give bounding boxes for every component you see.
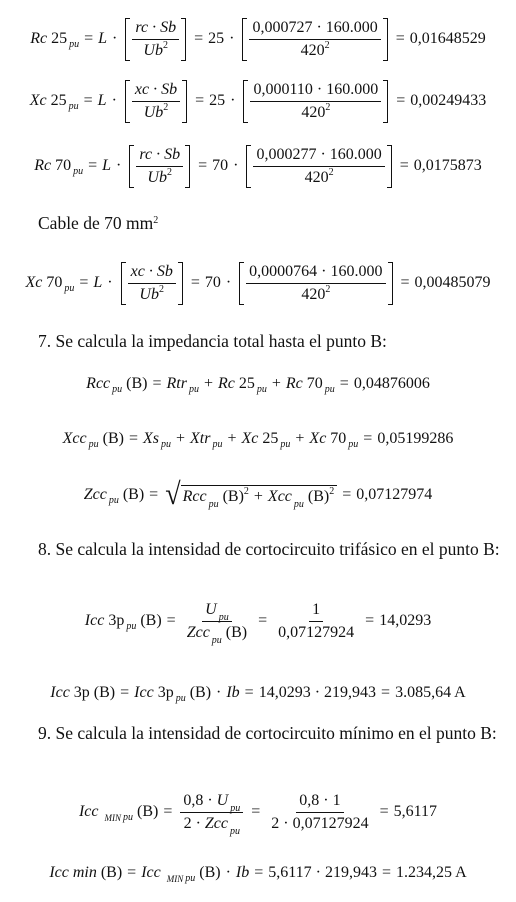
eq-result: 14,0293 [379, 612, 432, 629]
equation-rcc: Rcc pu (B) = Rtr pu + Rc 25 pu + Rc 70 pu = 0,04876006 [86, 375, 430, 395]
length-symbol: L [102, 157, 112, 174]
term-num: 70 [306, 375, 323, 392]
frac-num: rc · Sb [132, 20, 179, 40]
eq-arg: (B) [93, 684, 116, 701]
eq-lhs: Icc [50, 684, 70, 701]
frac-den: Ub [143, 41, 163, 59]
equation-xcc: Xcc pu (B) = Xs pu + Xtr pu + Xc 25 pu + Xc 70 pu = 0,05199286 [62, 430, 454, 450]
pu-subscript: pu [230, 825, 240, 837]
pu-subscript: pu [112, 384, 123, 395]
eq-result: 5,6117 [393, 803, 438, 820]
eq-arg: (B) [222, 488, 244, 505]
frac-coef: 0,8 · [183, 791, 213, 809]
value-den: 420 [304, 168, 329, 186]
equation-icc-min: Icc MIN pu (B) = $\frac{0,8 \cdot U _{pu}}{2 \cdot Zcc _{pu}}$ = $\frac{0,8 \cdot 1}{2 \cdot 0,07127924}$ = 5,6117 [78, 791, 438, 837]
min-subscript: MIN [166, 873, 184, 884]
pu-subscript: pu [211, 634, 222, 646]
pu-subscript: pu [69, 39, 80, 50]
eq-arg: (B) [136, 803, 159, 820]
pu-subscript: pu [68, 101, 79, 112]
pu-subscript: pu [348, 439, 359, 450]
eq-result: 0,07127974 [356, 486, 433, 503]
equation-rc70: Rc 70 pu = L · $\frac{rc \cdot Sb}{Ub^2}$ = 70 · $\frac{0,000277 \cdot 160.000}{420^2}$ = 0,0175873 [34, 145, 482, 186]
term-num: 25 [262, 430, 279, 447]
eq-lhs-num: 25 [51, 30, 68, 47]
pu-subscript: pu [293, 499, 304, 510]
term: Rtr [166, 375, 187, 392]
eq-result: 0,00249433 [410, 92, 487, 109]
frac-num: xc · Sb [128, 264, 176, 284]
eq-lhs: Icc [78, 803, 99, 820]
eq-result: 0,00485079 [414, 274, 491, 291]
eq-result: 0,01648529 [409, 30, 486, 47]
value-num: 1 [309, 602, 323, 622]
equation-xc70: Xc 70 pu = L · $\frac{xc \cdot Sb}{Ub^2}$ = 70 · $\frac{0,0000764 \cdot 160.000}{420^2}$ = 0,00485079 [25, 262, 491, 303]
min-subscript: MIN [104, 812, 121, 823]
eq-lhs: Xc [29, 92, 47, 109]
eq-lhs-num: 25 [50, 92, 67, 109]
pu-subscript: pu [175, 693, 186, 704]
length-symbol: L [98, 30, 108, 47]
equation-icc-min-amps: Icc min (B) = Icc MIN pu (B) · Ib = 5,6117 · 219,943 = 1.234,25 A [49, 864, 467, 884]
term: Icc [141, 864, 161, 881]
pu-subscript: pu [208, 499, 219, 510]
term: Xs [143, 430, 159, 447]
eq-calc: 14,0293 · 219,943 [258, 684, 377, 701]
frac-den: Zcc [204, 814, 228, 832]
eq-result: 0,05199286 [377, 430, 454, 447]
frac-num: U [216, 791, 229, 809]
step-8-text: 8. Se calcula la intensidad de cortocircuito trifásico en el punto B: [38, 539, 500, 559]
term: Xc [241, 430, 259, 447]
value-den: 420 [301, 103, 326, 121]
eq-lhs: Xc [25, 274, 43, 291]
pu-subscript: pu [324, 384, 335, 395]
value-den: 420 [301, 285, 326, 303]
pu-subscript: pu [212, 439, 223, 450]
eq-lhs: Xcc [62, 430, 87, 447]
eq-mid: min [72, 864, 97, 881]
pu-subscript: pu [185, 873, 196, 884]
frac-coef: 2 · [183, 814, 201, 832]
eq-arg: (B) [225, 623, 248, 641]
eq-lhs: Icc [49, 864, 69, 881]
length-symbol: L [97, 92, 107, 109]
term-num: 25 [238, 375, 255, 392]
equation-rc25: Rc 25 pu = L · $\frac{rc \cdot Sb}{Ub^2}$ = 25 · $\frac{0,000727 \cdot 160.000}{420^2}$ = 0,01648529 [30, 18, 486, 59]
eq-arg: (B) [199, 864, 221, 881]
term: Xcc [267, 488, 292, 505]
pu-subscript: pu [108, 495, 119, 506]
term: Icc [134, 684, 154, 701]
eq-mid: 3p [108, 612, 125, 629]
eq-arg: (B) [189, 684, 212, 701]
value-den: 420 [300, 41, 325, 59]
eq-calc: 5,6117 · 219,943 [268, 864, 377, 881]
eq-length: 25 [209, 92, 226, 109]
eq-arg: (B) [122, 486, 145, 503]
eq-arg: (B) [307, 488, 330, 505]
term: Rc [285, 375, 303, 392]
equation-icc3p-amps: Icc 3p (B) = Icc 3p pu (B) · Ib = 14,0293 · 219,943 = 3.085,64 A [50, 684, 466, 704]
frac-den: Ub [139, 285, 159, 303]
eq-arg: (B) [126, 375, 148, 392]
frac-num: xc · Sb [132, 82, 180, 102]
pu-subscript: pu [64, 283, 75, 294]
pu-subscript: pu [218, 611, 229, 623]
length-symbol: L [93, 274, 103, 291]
eq-arg: (B) [102, 430, 124, 447]
eq-lhs: Zcc [83, 486, 107, 503]
pu-subscript: pu [161, 439, 171, 450]
pu-subscript: pu [88, 439, 99, 450]
step-9-text: 9. Se calcula la intensidad de cortocircuito mínimo en el punto B: [38, 723, 497, 743]
equation-xc25: Xc 25 pu = L · $\frac{xc \cdot Sb}{Ub^2}$ = 25 · $\frac{0,000110 \cdot 160.000}{420^2}$ = 0,00249433 [29, 80, 487, 121]
eq-lhs: Rc [34, 157, 52, 174]
eq-length: 25 [208, 30, 225, 47]
term: Rc [218, 375, 235, 392]
value-num: 0,000277 · 160.000 [253, 147, 384, 167]
frac-num: rc · Sb [136, 147, 183, 167]
eq-length: 70 [212, 157, 229, 174]
eq-lhs: Rc [30, 30, 48, 47]
frac-den: Zcc [186, 623, 210, 641]
pu-subscript: pu [256, 384, 267, 395]
eq-arg: (B) [100, 864, 123, 881]
term: Xtr [190, 430, 211, 447]
frac-den: Ub [143, 103, 164, 121]
pu-subscript: pu [280, 439, 291, 450]
eq-lhs-num: 70 [55, 157, 72, 174]
eq-result: 1.234,25 A [396, 864, 467, 881]
square-root: √ Rcc $_{pu}$ $(B)^2$ + Xcc $_{pu}$ $(B)^2$ [165, 481, 337, 509]
eq-result: 3.085,64 A [395, 684, 466, 701]
pu-subscript: pu [126, 621, 137, 632]
equation-zcc: Zcc pu (B) = √ Rcc $_{pu}$ $(B)^2$ + Xcc $_{pu}$ $(B)^2$ = 0,07127974 [83, 477, 433, 512]
frac-den: Ub [147, 168, 167, 186]
eq-result: 0,0175873 [413, 157, 482, 174]
pu-subscript: pu [188, 384, 199, 395]
value-num: 0,000110 · 160.000 [250, 82, 381, 102]
term: Rcc [182, 488, 207, 505]
eq-lhs: Rcc [86, 375, 111, 392]
step-7-text: 7. Se calcula la impedancia total hasta el punto B: [38, 331, 387, 351]
eq-arg: (B) [140, 612, 162, 629]
frac-num: U [205, 600, 217, 618]
value-num: 0,8 · 1 [296, 793, 343, 813]
eq-mid: 3p [157, 684, 174, 701]
value-num: 0,000727 · 160.000 [249, 20, 380, 40]
eq-lhs-num: 70 [46, 274, 63, 291]
base-current: Ib [235, 864, 250, 881]
eq-result: 0,04876006 [353, 375, 430, 392]
pu-subscript: pu [230, 802, 241, 814]
equation-icc3p: Icc 3p pu (B) = $\frac{U _{pu}}{Zcc _{pu} (B)}$ = $\frac{1}{0,07127924}$ = 14,0293 [84, 600, 432, 646]
cable-caption: Cable de 70 $mm^2$ [38, 213, 159, 233]
eq-lhs: Icc [84, 612, 105, 629]
eq-mid: 3p [73, 684, 90, 701]
base-current: Ib [226, 684, 240, 701]
term: Xc [309, 430, 327, 447]
pu-subscript: pu [73, 166, 84, 177]
cable-text: Cable de 70 mm [38, 213, 154, 233]
value-den: 0,07127924 [278, 623, 355, 641]
pu-subscript: pu [122, 812, 133, 823]
term-num: 70 [330, 430, 347, 447]
value-num: 0,0000764 · 160.000 [246, 264, 385, 284]
value-den: 2 · 0,07127924 [271, 814, 369, 832]
eq-length: 70 [204, 274, 221, 291]
